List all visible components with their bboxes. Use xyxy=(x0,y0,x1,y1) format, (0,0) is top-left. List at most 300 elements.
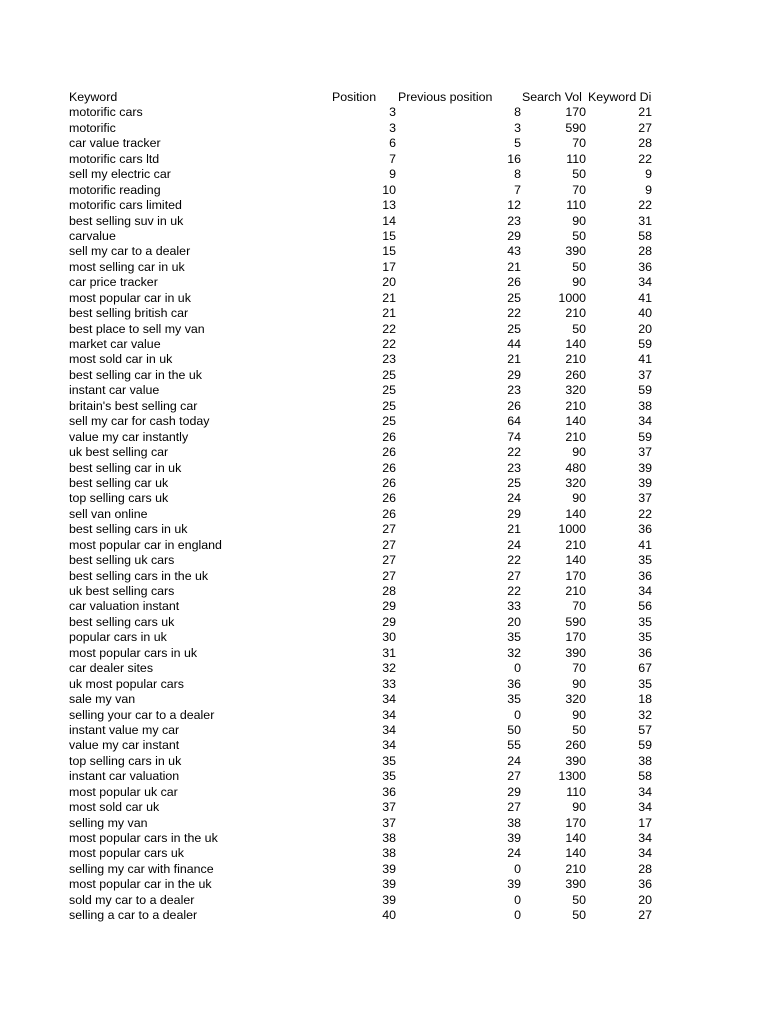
cell-previous-position: 23 xyxy=(507,460,521,475)
table-row xyxy=(0,491,768,506)
cell-previous-position: 24 xyxy=(507,537,521,552)
table-row xyxy=(0,538,768,553)
table-row xyxy=(0,630,768,645)
cell-search-volume: 210 xyxy=(565,429,586,444)
cell-keyword-difficulty: 20 xyxy=(638,321,652,336)
cell-position: 26 xyxy=(382,506,396,521)
table-row xyxy=(0,461,768,476)
cell-position: 34 xyxy=(382,692,396,707)
table-row xyxy=(0,275,768,290)
table-row xyxy=(0,831,768,846)
table-row xyxy=(0,692,768,707)
cell-previous-position: 24 xyxy=(507,846,521,861)
cell-position: 35 xyxy=(382,769,396,784)
header-search-volume: Search Vol xyxy=(522,90,582,104)
table-row xyxy=(0,769,768,784)
table-header-row xyxy=(0,90,768,105)
cell-keyword-difficulty: 17 xyxy=(638,815,652,830)
cell-position: 27 xyxy=(382,553,396,568)
cell-search-volume: 170 xyxy=(565,568,586,583)
cell-position: 10 xyxy=(382,182,396,197)
cell-position: 25 xyxy=(382,367,396,382)
cell-position: 17 xyxy=(382,259,396,274)
cell-previous-position: 29 xyxy=(507,784,521,799)
cell-position: 15 xyxy=(382,244,396,259)
cell-position: 33 xyxy=(382,676,396,691)
cell-search-volume: 50 xyxy=(572,167,586,182)
cell-position: 21 xyxy=(382,306,396,321)
cell-search-volume: 320 xyxy=(565,383,586,398)
cell-keyword-difficulty: 32 xyxy=(638,707,652,722)
cell-keyword-difficulty: 59 xyxy=(638,337,652,351)
cell-previous-position: 35 xyxy=(507,630,521,645)
cell-keyword-difficulty: 34 xyxy=(638,784,652,799)
table-row xyxy=(0,260,768,275)
cell-keyword-difficulty: 59 xyxy=(638,383,652,398)
cell-position: 30 xyxy=(382,630,396,645)
cell-keyword-difficulty: 36 xyxy=(638,645,652,660)
cell-previous-position: 25 xyxy=(507,290,521,305)
cell-keyword-difficulty: 34 xyxy=(638,584,652,598)
cell-search-volume: 170 xyxy=(565,105,586,120)
table-row xyxy=(0,708,768,723)
cell-keyword-difficulty: 36 xyxy=(638,877,652,892)
cell-previous-position: 64 xyxy=(507,414,521,429)
cell-keyword: motorific cars limited xyxy=(69,198,182,213)
cell-keyword: sell van online xyxy=(69,506,148,521)
table-row xyxy=(0,121,768,136)
cell-position: 27 xyxy=(382,537,396,552)
cell-keyword-difficulty: 35 xyxy=(638,553,652,568)
cell-position: 39 xyxy=(382,892,396,907)
header-previous-position: Previous position xyxy=(398,90,493,104)
cell-keyword: most sold car in uk xyxy=(69,352,173,367)
table-row xyxy=(0,152,768,167)
cell-keyword: instant car valuation xyxy=(69,769,180,784)
cell-search-volume: 260 xyxy=(565,738,586,753)
cell-keyword-difficulty: 37 xyxy=(638,367,652,382)
cell-keyword-difficulty: 9 xyxy=(645,167,652,182)
cell-previous-position: 39 xyxy=(507,831,521,845)
table-row xyxy=(0,599,768,614)
cell-position: 38 xyxy=(382,846,396,861)
table-row xyxy=(0,754,768,769)
cell-keyword-difficulty: 28 xyxy=(638,244,652,259)
cell-position: 35 xyxy=(382,753,396,768)
cell-keyword-difficulty: 37 xyxy=(638,491,652,506)
cell-previous-position: 22 xyxy=(507,584,521,598)
cell-keyword: best selling british car xyxy=(69,306,189,321)
table-row xyxy=(0,723,768,738)
cell-previous-position: 32 xyxy=(507,645,521,660)
cell-previous-position: 27 xyxy=(507,800,521,815)
cell-position: 22 xyxy=(382,321,396,336)
cell-position: 25 xyxy=(382,414,396,429)
cell-position: 27 xyxy=(382,568,396,583)
cell-keyword: motorific cars ltd xyxy=(69,151,160,166)
cell-keyword: uk best selling car xyxy=(69,445,169,460)
cell-keyword-difficulty: 39 xyxy=(638,475,652,490)
cell-search-volume: 480 xyxy=(565,460,586,475)
cell-position: 34 xyxy=(382,738,396,753)
cell-search-volume: 90 xyxy=(572,676,586,691)
cell-keyword-difficulty: 28 xyxy=(638,136,652,151)
cell-keyword: car dealer sites xyxy=(69,661,154,676)
cell-previous-position: 7 xyxy=(514,182,521,197)
table-row xyxy=(0,399,768,414)
table-row xyxy=(0,615,768,630)
cell-search-volume: 320 xyxy=(565,692,586,707)
cell-position: 9 xyxy=(389,167,396,182)
cell-previous-position: 25 xyxy=(507,475,521,490)
cell-previous-position: 55 xyxy=(507,738,521,753)
table-row xyxy=(0,105,768,120)
cell-position: 14 xyxy=(382,213,396,228)
cell-keyword: most popular cars in uk xyxy=(69,645,198,660)
cell-previous-position: 26 xyxy=(507,398,521,413)
cell-previous-position: 25 xyxy=(507,321,521,336)
cell-previous-position: 0 xyxy=(514,707,521,722)
cell-keyword-difficulty: 41 xyxy=(638,352,652,367)
cell-position: 3 xyxy=(389,120,396,135)
cell-position: 26 xyxy=(382,429,396,444)
cell-keyword: sale my van xyxy=(69,692,136,707)
cell-previous-position: 0 xyxy=(514,861,521,876)
cell-keyword: selling a car to a dealer xyxy=(69,908,198,923)
cell-search-volume: 50 xyxy=(572,228,586,243)
cell-keyword-difficulty: 34 xyxy=(638,831,652,845)
cell-search-volume: 70 xyxy=(572,182,586,197)
cell-keyword-difficulty: 59 xyxy=(638,429,652,444)
cell-keyword-difficulty: 35 xyxy=(638,614,652,629)
table-row xyxy=(0,198,768,213)
cell-position: 3 xyxy=(389,105,396,120)
keyword-table xyxy=(0,90,768,924)
cell-keyword-difficulty: 56 xyxy=(638,599,652,614)
cell-previous-position: 21 xyxy=(507,522,521,537)
cell-position: 25 xyxy=(382,383,396,398)
cell-position: 6 xyxy=(389,136,396,151)
cell-previous-position: 24 xyxy=(507,491,521,506)
cell-keyword: sell my car to a dealer xyxy=(69,244,191,259)
cell-keyword: sell my electric car xyxy=(69,167,171,182)
cell-keyword: top selling cars uk xyxy=(69,491,169,506)
cell-search-volume: 70 xyxy=(572,136,586,151)
cell-position: 37 xyxy=(382,800,396,815)
cell-position: 34 xyxy=(382,707,396,722)
cell-keyword-difficulty: 57 xyxy=(638,722,652,737)
cell-previous-position: 24 xyxy=(507,753,521,768)
cell-keyword-difficulty: 9 xyxy=(645,182,652,197)
cell-keyword: motorific xyxy=(69,120,116,135)
table-row xyxy=(0,368,768,383)
cell-search-volume: 50 xyxy=(572,722,586,737)
cell-previous-position: 74 xyxy=(507,429,521,444)
table-row xyxy=(0,136,768,151)
cell-previous-position: 23 xyxy=(507,213,521,228)
cell-search-volume: 210 xyxy=(565,352,586,367)
cell-previous-position: 27 xyxy=(507,568,521,583)
cell-keyword: carvalue xyxy=(69,228,116,243)
cell-previous-position: 26 xyxy=(507,275,521,290)
cell-keyword-difficulty: 35 xyxy=(638,630,652,645)
cell-keyword: car valuation instant xyxy=(69,599,180,614)
cell-position: 34 xyxy=(382,722,396,737)
cell-keyword: best place to sell my van xyxy=(69,321,205,336)
cell-search-volume: 90 xyxy=(572,800,586,815)
cell-keyword-difficulty: 41 xyxy=(638,290,652,305)
cell-search-volume: 210 xyxy=(565,306,586,321)
cell-keyword: uk most popular cars xyxy=(69,676,185,691)
cell-keyword: most selling car in uk xyxy=(69,259,185,274)
cell-keyword: most popular uk car xyxy=(69,784,178,799)
cell-keyword-difficulty: 36 xyxy=(638,522,652,537)
cell-keyword: instant car value xyxy=(69,383,160,398)
cell-keyword-difficulty: 18 xyxy=(638,692,652,707)
cell-previous-position: 22 xyxy=(507,553,521,568)
table-row xyxy=(0,877,768,892)
cell-search-volume: 140 xyxy=(565,846,586,861)
cell-previous-position: 27 xyxy=(507,769,521,784)
cell-search-volume: 210 xyxy=(565,861,586,876)
cell-previous-position: 43 xyxy=(507,244,521,259)
cell-keyword-difficulty: 34 xyxy=(638,275,652,290)
cell-keyword-difficulty: 22 xyxy=(638,506,652,521)
cell-keyword-difficulty: 35 xyxy=(638,676,652,691)
cell-position: 13 xyxy=(382,198,396,213)
table-row xyxy=(0,646,768,661)
cell-keyword-difficulty: 59 xyxy=(638,738,652,753)
table-row xyxy=(0,322,768,337)
table-row xyxy=(0,893,768,908)
cell-previous-position: 29 xyxy=(507,506,521,521)
cell-position: 27 xyxy=(382,522,396,537)
cell-position: 26 xyxy=(382,460,396,475)
table-row xyxy=(0,306,768,321)
cell-search-volume: 70 xyxy=(572,661,586,676)
cell-position: 20 xyxy=(382,275,396,290)
cell-search-volume: 140 xyxy=(565,414,586,429)
cell-search-volume: 210 xyxy=(565,584,586,598)
cell-keyword: best selling cars in uk xyxy=(69,522,188,537)
cell-keyword: uk best selling cars xyxy=(69,584,175,598)
cell-position: 29 xyxy=(382,614,396,629)
cell-keyword: motorific reading xyxy=(69,182,161,197)
table-row xyxy=(0,445,768,460)
cell-previous-position: 16 xyxy=(507,151,521,166)
table-row xyxy=(0,383,768,398)
cell-previous-position: 36 xyxy=(507,676,521,691)
cell-previous-position: 12 xyxy=(507,198,521,213)
cell-keyword: car price tracker xyxy=(69,275,158,290)
table-row xyxy=(0,553,768,568)
cell-previous-position: 21 xyxy=(507,259,521,274)
cell-position: 26 xyxy=(382,491,396,506)
cell-previous-position: 21 xyxy=(507,352,521,367)
table-row xyxy=(0,337,768,352)
cell-position: 15 xyxy=(382,228,396,243)
cell-search-volume: 50 xyxy=(572,892,586,907)
cell-position: 7 xyxy=(389,151,396,166)
cell-position: 37 xyxy=(382,815,396,830)
cell-search-volume: 90 xyxy=(572,445,586,460)
cell-position: 22 xyxy=(382,337,396,351)
cell-search-volume: 50 xyxy=(572,908,586,923)
table-row xyxy=(0,507,768,522)
cell-search-volume: 320 xyxy=(565,475,586,490)
cell-previous-position: 29 xyxy=(507,367,521,382)
cell-keyword: motorific cars xyxy=(69,105,143,120)
cell-keyword-difficulty: 20 xyxy=(638,892,652,907)
table-row xyxy=(0,677,768,692)
cell-keyword-difficulty: 37 xyxy=(638,445,652,460)
cell-keyword-difficulty: 28 xyxy=(638,861,652,876)
cell-keyword-difficulty: 34 xyxy=(638,800,652,815)
cell-search-volume: 90 xyxy=(572,491,586,506)
table-row xyxy=(0,569,768,584)
cell-keyword-difficulty: 58 xyxy=(638,228,652,243)
cell-position: 25 xyxy=(382,398,396,413)
cell-search-volume: 90 xyxy=(572,213,586,228)
cell-previous-position: 38 xyxy=(507,815,521,830)
table-row xyxy=(0,214,768,229)
cell-search-volume: 50 xyxy=(572,259,586,274)
cell-search-volume: 140 xyxy=(565,506,586,521)
cell-previous-position: 23 xyxy=(507,383,521,398)
cell-keyword-difficulty: 39 xyxy=(638,460,652,475)
cell-keyword-difficulty: 31 xyxy=(638,213,652,228)
table-row xyxy=(0,352,768,367)
cell-keyword-difficulty: 34 xyxy=(638,414,652,429)
cell-keyword: instant value my car xyxy=(69,722,180,737)
cell-keyword: best selling car uk xyxy=(69,475,169,490)
table-row xyxy=(0,816,768,831)
cell-search-volume: 390 xyxy=(565,753,586,768)
cell-search-volume: 90 xyxy=(572,707,586,722)
cell-position: 40 xyxy=(382,908,396,923)
table-row xyxy=(0,846,768,861)
cell-position: 29 xyxy=(382,599,396,614)
cell-keyword: car value tracker xyxy=(69,136,161,151)
cell-keyword-difficulty: 41 xyxy=(638,537,652,552)
cell-keyword: most popular car in uk xyxy=(69,290,191,305)
cell-search-volume: 70 xyxy=(572,599,586,614)
cell-previous-position: 22 xyxy=(507,306,521,321)
cell-position: 39 xyxy=(382,861,396,876)
cell-keyword: best selling car in uk xyxy=(69,460,182,475)
cell-search-volume: 140 xyxy=(565,553,586,568)
table-row xyxy=(0,244,768,259)
cell-keyword: sell my car for cash today xyxy=(69,414,210,429)
cell-search-volume: 210 xyxy=(565,537,586,552)
cell-search-volume: 1000 xyxy=(558,290,586,305)
cell-keyword-difficulty: 58 xyxy=(638,769,652,784)
cell-keyword-difficulty: 38 xyxy=(638,753,652,768)
cell-previous-position: 35 xyxy=(507,692,521,707)
table-row xyxy=(0,584,768,599)
cell-keyword-difficulty: 36 xyxy=(638,568,652,583)
cell-position: 32 xyxy=(382,661,396,676)
cell-keyword: popular cars in uk xyxy=(69,630,167,645)
cell-search-volume: 110 xyxy=(566,198,586,213)
cell-position: 31 xyxy=(382,645,396,660)
cell-keyword: most popular cars in the uk xyxy=(69,831,218,845)
cell-keyword-difficulty: 40 xyxy=(638,306,652,321)
cell-position: 21 xyxy=(382,290,396,305)
cell-keyword: selling my car with finance xyxy=(69,861,214,876)
cell-keyword: most popular cars uk xyxy=(69,846,185,861)
table-row xyxy=(0,785,768,800)
cell-keyword-difficulty: 27 xyxy=(638,120,652,135)
cell-search-volume: 170 xyxy=(565,630,586,645)
header-position: Position xyxy=(332,90,377,104)
table-row xyxy=(0,414,768,429)
table-row xyxy=(0,229,768,244)
cell-previous-position: 20 xyxy=(507,614,521,629)
cell-keyword: britain's best selling car xyxy=(69,398,198,413)
cell-position: 38 xyxy=(382,831,396,845)
cell-search-volume: 140 xyxy=(565,337,586,351)
cell-search-volume: 1000 xyxy=(558,522,586,537)
cell-position: 28 xyxy=(382,584,396,598)
cell-search-volume: 260 xyxy=(565,367,586,382)
cell-position: 23 xyxy=(382,352,396,367)
cell-keyword-difficulty: 67 xyxy=(638,661,652,676)
table-row xyxy=(0,738,768,753)
cell-keyword-difficulty: 22 xyxy=(638,198,652,213)
table-row xyxy=(0,661,768,676)
cell-previous-position: 33 xyxy=(507,599,521,614)
cell-previous-position: 0 xyxy=(514,908,521,923)
cell-keyword-difficulty: 36 xyxy=(638,259,652,274)
cell-position: 39 xyxy=(382,877,396,892)
cell-previous-position: 8 xyxy=(514,167,521,182)
cell-search-volume: 390 xyxy=(565,645,586,660)
cell-keyword: best selling uk cars xyxy=(69,553,175,568)
cell-keyword: most popular car in the uk xyxy=(69,877,212,892)
cell-previous-position: 50 xyxy=(507,722,521,737)
table-row xyxy=(0,291,768,306)
table-row xyxy=(0,183,768,198)
cell-keyword-difficulty: 34 xyxy=(638,846,652,861)
header-keyword: Keyword xyxy=(69,90,118,104)
cell-previous-position: 5 xyxy=(514,136,521,151)
cell-previous-position: 0 xyxy=(514,892,521,907)
cell-position: 36 xyxy=(382,784,396,799)
cell-position: 26 xyxy=(382,475,396,490)
cell-keyword: market car value xyxy=(69,337,161,351)
cell-keyword: most sold car uk xyxy=(69,800,160,815)
table-row xyxy=(0,476,768,491)
cell-search-volume: 170 xyxy=(565,815,586,830)
cell-search-volume: 210 xyxy=(565,398,586,413)
table-row xyxy=(0,167,768,182)
cell-search-volume: 390 xyxy=(565,244,586,259)
cell-keyword: selling my van xyxy=(69,815,148,830)
cell-keyword-difficulty: 21 xyxy=(638,105,652,120)
cell-search-volume: 590 xyxy=(565,614,586,629)
cell-previous-position: 0 xyxy=(514,661,521,676)
cell-keyword: best selling cars uk xyxy=(69,614,175,629)
cell-keyword: best selling car in the uk xyxy=(69,367,202,382)
cell-search-volume: 1300 xyxy=(558,769,586,784)
table-row xyxy=(0,800,768,815)
table-row xyxy=(0,522,768,537)
cell-keyword-difficulty: 22 xyxy=(638,151,652,166)
cell-keyword: sold my car to a dealer xyxy=(69,892,195,907)
cell-previous-position: 8 xyxy=(514,105,521,120)
table-row xyxy=(0,430,768,445)
